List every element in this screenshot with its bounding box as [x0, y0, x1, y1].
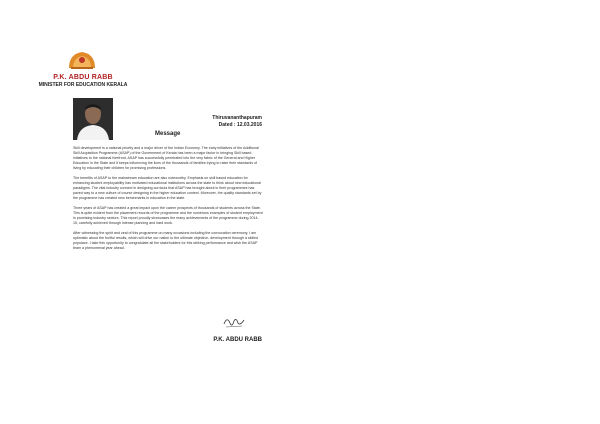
portrait-image: [73, 98, 113, 140]
date-text: Dated : 12.03.2016: [218, 121, 262, 128]
minister-title: MINISTER FOR EDUCATION KERALA: [38, 82, 128, 88]
place-text: Thiruvananthapuram: [212, 115, 262, 121]
paragraph: The benefits of ASAP to the mainstream education are also noteworthy. Emphasis on skill based education for enhancing student employability has motivated educational institutions across the state to think about new educational paradigms. The vital industry connect in designing curricula that ASAP has brought about in their programmes has paved way to a new culture of course designing in the higher education context. Moreover, the quality standards set by the programme has created new benchmarks in education in the state.: [73, 176, 262, 200]
place-date-block: [212, 115, 262, 128]
minister-name: P.K. ABDU RABB: [53, 74, 113, 81]
handwritten-signature: [222, 314, 246, 330]
paragraph: After witnessing the spirit and zeal of this programme on many occasions including the convocation ceremony, I am optimistic about the fruitful results, which will drive our nation to the ultimate objective- development through a skilled populace. I take this opportunity to congratulate all the stakeholders for this striking performance and wish the ASAP team a phenomenal year ahead.: [73, 231, 258, 250]
signer-name: P.K. ABDU RABB: [213, 337, 262, 343]
message-heading: Message: [155, 131, 181, 137]
minister-photo: [73, 98, 113, 140]
paragraph: Three years of ASAP has created a great impact upon the career prospects of thousands of students across the State. This is quite evident from the placement records of the programme and the numerous examples of student employment in promising industry sectors. This report proudly showcases the many achievements of the programme during 2014-15, carefully achieved through intense planning and hard work.: [73, 206, 263, 225]
paragraph: Skill development is a national priority and a major driver of the Indian Economy. The early initiatives of the Additional Skill Acquisition Programme (ASAP) of the Government of Kerala has been a major factor in bringing Skill based initiatives to the national forefront. ASAP has successfully penetrated into the very fabric of the General and Higher Education in the State and it keeps influencing the lives of the thousands of families trying to raise their standards of living by educating their children for promising professions.: [73, 146, 259, 170]
message-body: [73, 146, 263, 256]
state-emblem-icon: [65, 48, 99, 70]
